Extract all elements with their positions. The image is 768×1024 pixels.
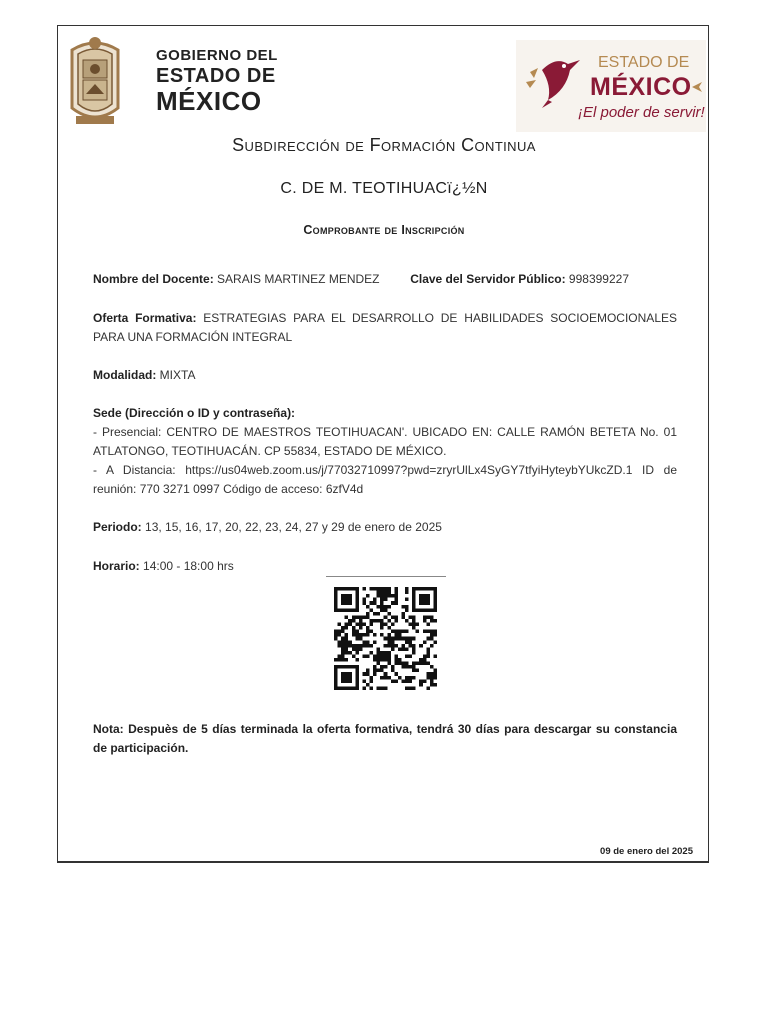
gobierno-line1: GOBIERNO DEL [156, 47, 278, 64]
page-title: Subdirección de Formación Continua [232, 135, 536, 155]
sede-block [93, 404, 677, 499]
estado-mexico-seal-icon [66, 32, 124, 130]
horario-value: 14:00 - 18:00 hrs [143, 559, 234, 573]
sede-label: Sede (Dirección o ID y contraseña): [93, 406, 296, 420]
sede-presencial: - Presencial: CENTRO DE MAESTROS TEOTIHUACAN'. UBICADO EN: CALLE RAMÓN BETETA No. 01 ATLATONGO, TEOTIHUACÁN. CP 55834, ESTADO DE MÉXICO. [93, 425, 677, 458]
docente-value: SARAIS MARTINEZ MENDEZ [217, 272, 380, 286]
oferta-label: Oferta Formativa: [93, 311, 197, 325]
brand-line1: ESTADO DE [598, 54, 690, 71]
periodo-row [93, 518, 677, 537]
modalidad-row [93, 366, 677, 385]
nota-text: Nota: Despuès de 5 días terminada la oferta formativa, tendrá 30 días para descargar su constancia de participación. [93, 722, 677, 755]
docente-row [93, 270, 677, 289]
periodo-value: 13, 15, 16, 17, 20, 22, 23, 24, 27 y 29 de enero de 2025 [145, 520, 442, 534]
horario-label: Horario: [93, 559, 140, 573]
gobierno-line2: ESTADO DE [156, 65, 276, 87]
periodo-label: Periodo: [93, 520, 142, 534]
issue-date: 09 de enero del 2025 [600, 846, 693, 857]
oferta-value: ESTRATEGIAS PARA EL DESARROLLO DE HABILIDADES SOCIOEMOCIONALES PARA UNA FORMACIÓN INTEGRAL [93, 311, 677, 344]
document-type-title: Comprobante de Inscripción [303, 223, 465, 237]
oferta-row [93, 309, 677, 347]
clave-value: 998399227 [568, 272, 629, 286]
document-page [57, 25, 709, 863]
docente-label: Nombre del Docente: [93, 272, 214, 286]
modalidad-label: Modalidad: [93, 368, 157, 382]
estado-mexico-brand-logo [516, 40, 706, 132]
centro-title: C. DE M. TEOTIHUACï¿½N [280, 180, 488, 197]
hummingbird-icon [522, 50, 586, 110]
brand-slogan: ¡El poder de servir! [578, 104, 705, 121]
gobierno-line3: MÉXICO [156, 86, 262, 116]
modalidad-value: MIXTA [159, 368, 196, 382]
gobierno-estado-mexico-logo [156, 48, 278, 114]
clave-label: Clave del Servidor Público: [410, 272, 566, 286]
signature-line [326, 576, 446, 577]
horario-row [93, 557, 677, 576]
sede-distancia: - A Distancia: https://us04web.zoom.us/j/77032710997?pwd=zryrUlLx4SyGY7tfyiHyteybYUkcZD.1 ID de reunión: 770 3271 0997 Código de acceso: 6zfV4d [93, 463, 677, 496]
qr-code-icon [334, 587, 437, 690]
leaf-ornament-icon [690, 80, 704, 94]
brand-line2: MÉXICO [590, 73, 692, 101]
